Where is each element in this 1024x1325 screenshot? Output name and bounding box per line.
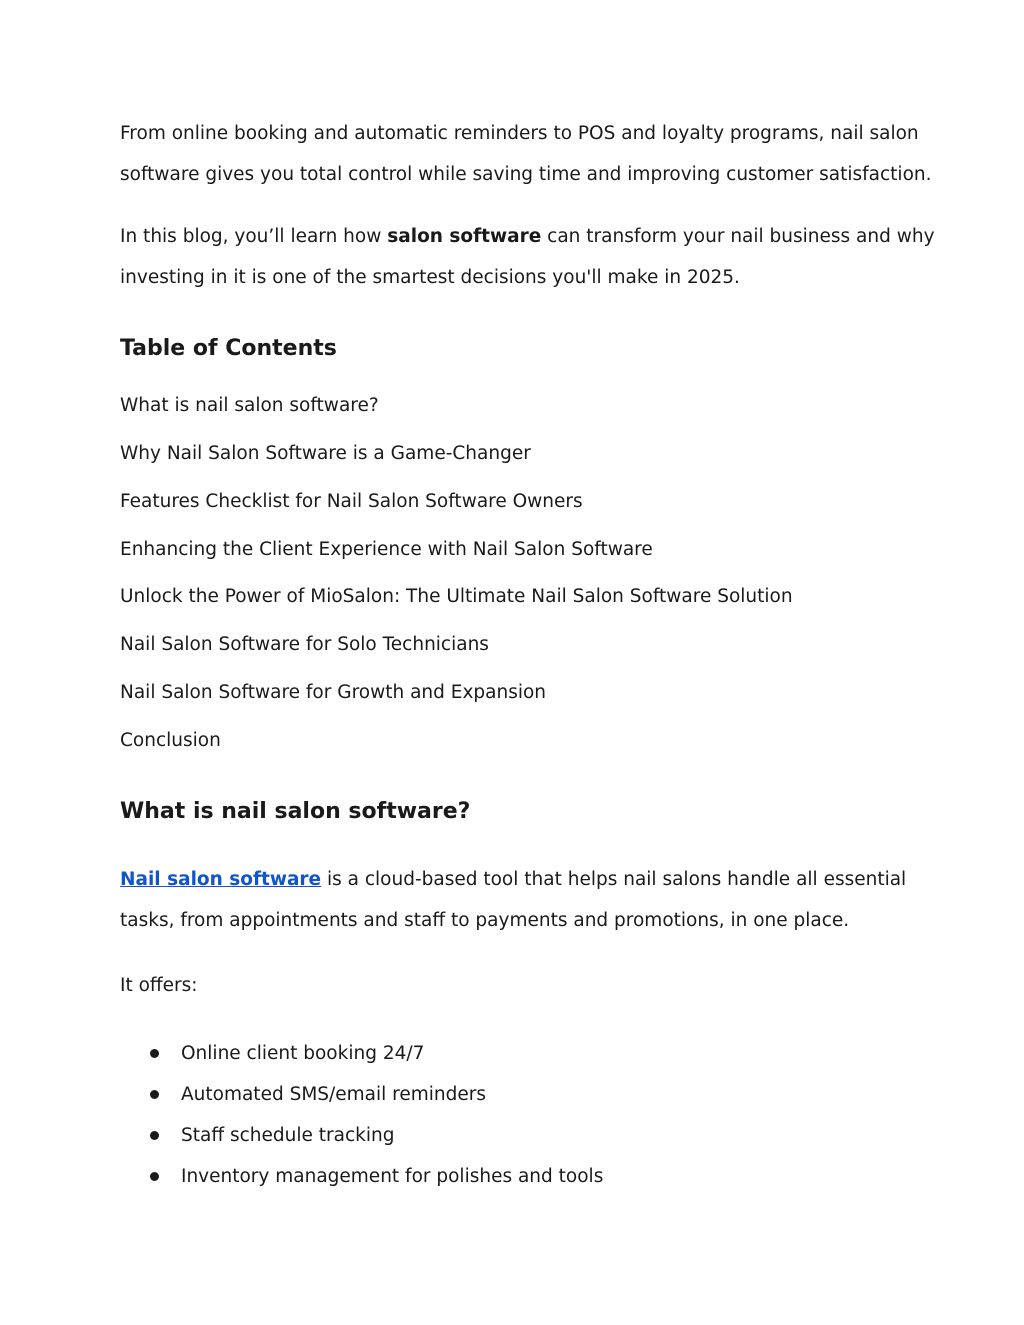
bullet-icon bbox=[150, 1172, 159, 1181]
nail-salon-software-link[interactable]: Nail salon software bbox=[120, 869, 322, 890]
section-paragraph bbox=[120, 859, 907, 941]
toc-item-features-checklist[interactable]: Features Checklist for Nail Salon Software Owners bbox=[120, 491, 583, 512]
toc-item-client-experience[interactable]: Enhancing the Client Experience with Nail Salon Software bbox=[120, 539, 653, 560]
bullet-icon bbox=[150, 1090, 159, 1099]
intro-p1-line-2: software gives you total control while saving time and improving customer satisfaction. bbox=[120, 164, 932, 185]
toc-item-solo-technicians[interactable]: Nail Salon Software for Solo Technicians bbox=[120, 634, 489, 655]
list-item bbox=[150, 1033, 603, 1074]
list-item-text: Staff schedule tracking bbox=[181, 1125, 395, 1146]
intro-paragraph-1 bbox=[120, 113, 932, 195]
list-item bbox=[150, 1156, 603, 1197]
list-item bbox=[150, 1115, 603, 1156]
offers-list bbox=[150, 1033, 603, 1197]
list-item-text: Inventory management for polishes and tools bbox=[181, 1166, 604, 1187]
toc-heading: Table of Contents bbox=[120, 336, 337, 361]
toc-item-what-is[interactable]: What is nail salon software? bbox=[120, 395, 379, 416]
intro-p2-line-1 bbox=[120, 216, 935, 257]
toc-item-game-changer[interactable]: Why Nail Salon Software is a Game-Changer bbox=[120, 443, 531, 464]
toc-item-growth-expansion[interactable]: Nail Salon Software for Growth and Expansion bbox=[120, 682, 547, 703]
bullet-icon bbox=[150, 1131, 159, 1140]
intro-p1-line-1: From online booking and automatic reminders to POS and loyalty programs, nail salon bbox=[120, 123, 919, 144]
offers-label: It offers: bbox=[120, 975, 198, 996]
section-heading-what-is: What is nail salon software? bbox=[120, 799, 471, 824]
list-item bbox=[150, 1074, 603, 1115]
section-p-line-2: tasks, from appointments and staff to payments and promotions, in one place. bbox=[120, 910, 850, 931]
intro-p2-bold-term: salon software bbox=[387, 226, 542, 247]
list-item-text: Online client booking 24/7 bbox=[181, 1043, 425, 1064]
list-item-text: Automated SMS/email reminders bbox=[181, 1084, 486, 1105]
intro-p2-text-pre: In this blog, you’ll learn how bbox=[120, 226, 388, 247]
intro-p2-text-post: can transform your nail business and why bbox=[541, 226, 935, 247]
toc-item-conclusion[interactable]: Conclusion bbox=[120, 730, 221, 751]
intro-paragraph-2 bbox=[120, 216, 935, 298]
section-p-line-1 bbox=[120, 859, 907, 900]
section-p-text-post: is a cloud-based tool that helps nail salons handle all essential bbox=[321, 869, 907, 890]
toc-item-miosalon[interactable]: Unlock the Power of MioSalon: The Ultimate Nail Salon Software Solution bbox=[120, 586, 793, 607]
bullet-icon bbox=[150, 1049, 159, 1058]
intro-p2-line-2: investing in it is one of the smartest decisions you'll make in 2025. bbox=[120, 267, 740, 288]
